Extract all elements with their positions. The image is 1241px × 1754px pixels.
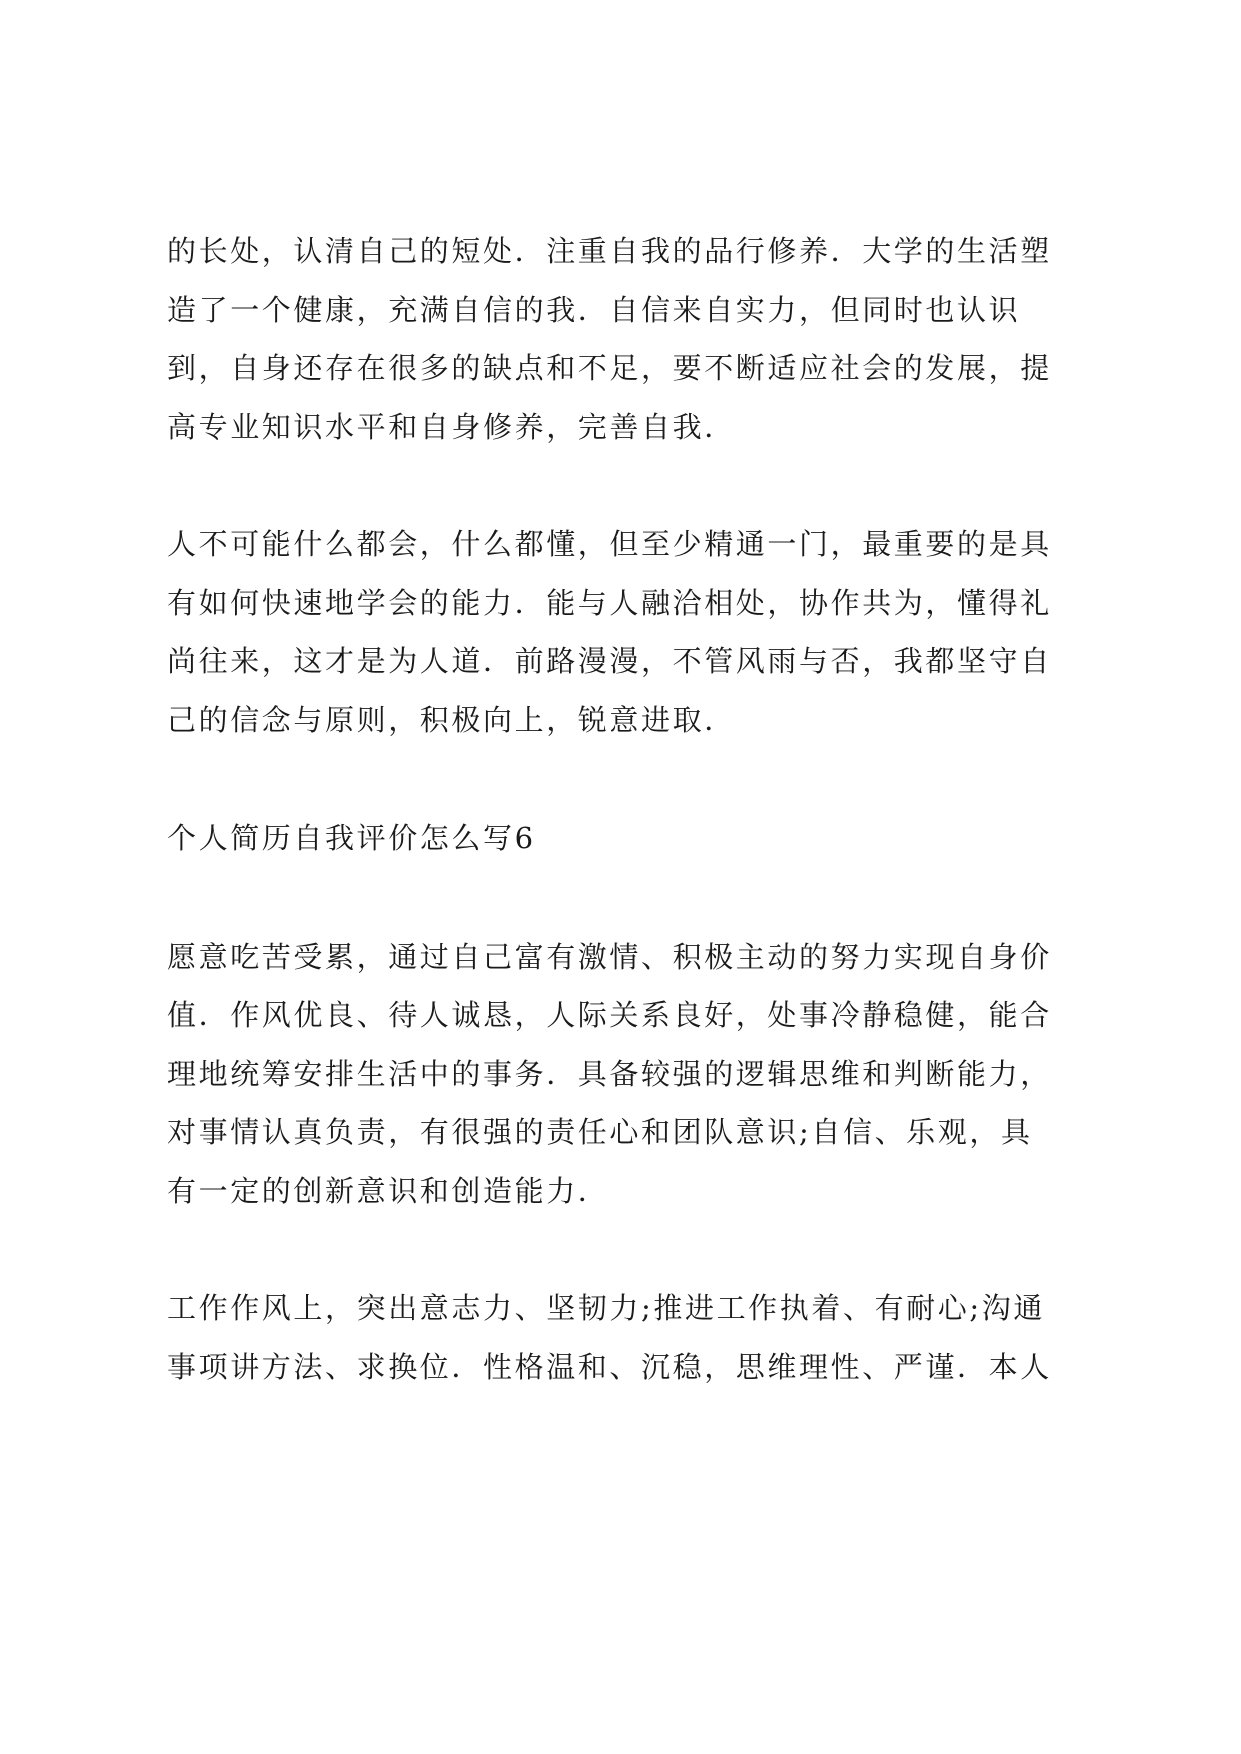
text-line: 高专业知识水平和自身修养，完善自我． <box>167 409 736 444</box>
text-line: 有如何快速地学会的能力．能与人融洽相处，协作共为，懂得礼 <box>167 585 1052 620</box>
text-line: 造了一个健康，充满自信的我．自信来自实力，但同时也认识 <box>167 292 1021 327</box>
text-line: 的长处，认清自己的短处．注重自我的品行修养．大学的生活塑 <box>167 234 1052 268</box>
document-body <box>167 222 1097 1396</box>
text-line: 有一定的创新意识和创造能力． <box>167 1173 610 1208</box>
text-line: 尚往来，这才是为人道．前路漫漫，不管风雨与否，我都坚守自 <box>167 644 1052 678</box>
text-line: 值．作风优良、待人诚恳，人际关系良好，处事冷静稳健，能合 <box>167 998 1052 1032</box>
text-line: 人不可能什么都会，什么都懂，但至少精通一门，最重要的是具 <box>167 527 1052 561</box>
paragraph-work-style <box>167 1279 1097 1396</box>
heading-line: 个人简历自我评价怎么写6 <box>167 821 536 855</box>
section-heading <box>167 809 1097 868</box>
text-line: 理地统筹安排生活中的事务．具备较强的逻辑思维和判断能力， <box>167 1056 1052 1091</box>
text-line: 工作作风上，突出意志力、坚韧力;推进工作执着、有耐心;沟通 <box>167 1291 1045 1325</box>
text-line: 己的信念与原则，积极向上，锐意进取． <box>167 702 736 737</box>
paragraph-work-attitude <box>167 928 1097 1221</box>
text-line: 事项讲方法、求换位．性格温和、沉稳，思维理性、严谨．本人 <box>167 1349 1052 1384</box>
paragraph-learning-ability <box>167 515 1097 749</box>
text-line: 愿意吃苦受累，通过自己富有激情、积极主动的努力实现自身价 <box>167 939 1052 974</box>
text-line: 对事情认真负责，有很强的责任心和团队意识;自信、乐观，具 <box>167 1115 1033 1149</box>
paragraph-self-cultivation <box>167 222 1097 456</box>
text-line: 到，自身还存在很多的缺点和不足，要不断适应社会的发展，提 <box>167 351 1052 385</box>
